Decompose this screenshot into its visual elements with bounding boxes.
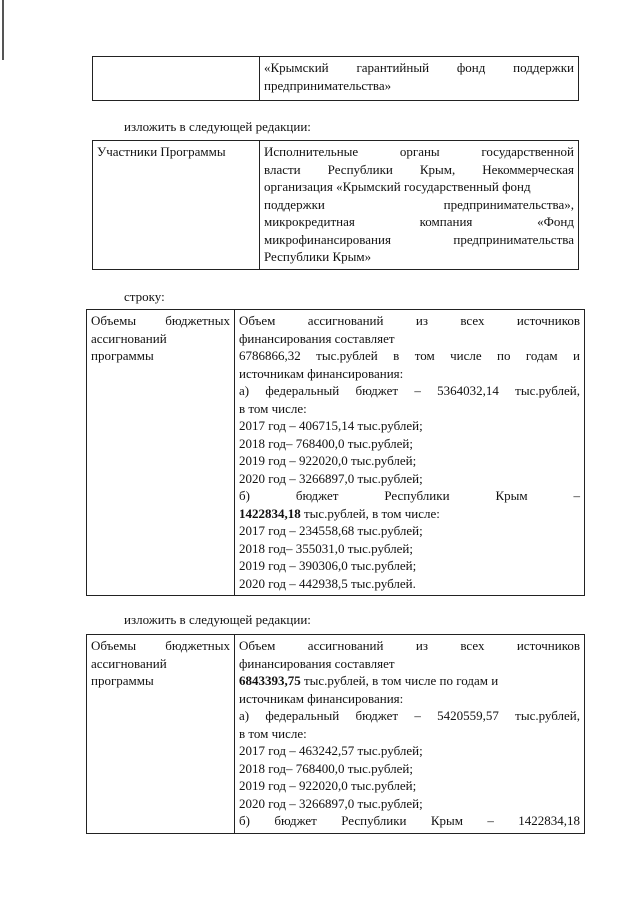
regional-budget-total: 1422834,18 <box>239 505 301 521</box>
cell-line: в том числе: <box>239 400 307 416</box>
cell-line: 2020 год – 3266897,0 тыс.рублей; <box>239 470 423 486</box>
cell-line: 2017 год – 406715,14 тыс.рублей; <box>239 418 423 433</box>
cell-line: 2018 год– 768400,0 тыс.рублей; <box>239 760 413 776</box>
table-row <box>87 310 585 596</box>
table-row <box>87 635 585 834</box>
cell-line: власти Республики Крым, Некоммерческая <box>264 161 574 177</box>
cell-line: микрофинансирования предпринимательства <box>264 231 574 247</box>
table-cell-right <box>260 141 579 270</box>
table-cell-right <box>260 57 579 101</box>
scan-margin-mark <box>2 0 4 60</box>
cell-line: б) бюджет Республики Крым – 1422834,18 <box>239 813 580 828</box>
cell-line: 2017 год – 463242,57 тыс.рублей; <box>239 743 423 758</box>
table-budget-new <box>86 634 585 834</box>
table-cell-left <box>93 57 260 101</box>
cell-line: 2018 год– 768400,0 тыс.рублей; <box>239 435 413 451</box>
cell-line: финансирования составляет <box>239 655 395 671</box>
table-program-participants <box>92 140 579 270</box>
cell-line: микрокредитная компания «Фонд <box>264 214 574 229</box>
cell-line <box>239 505 580 523</box>
cell-line: ассигнований <box>91 330 167 346</box>
cell-line-tail: тыс.рублей, в том числе: <box>300 505 440 521</box>
cell-line: Республики Крым» <box>264 249 372 264</box>
cell-line: в том числе: <box>239 725 307 741</box>
cell-line: Исполнительные органы государственной <box>264 144 574 159</box>
table-cell-right <box>235 635 585 834</box>
cell-line: финансирования составляет <box>239 330 395 346</box>
cell-line: 2020 год – 3266897,0 тыс.рублей; <box>239 795 423 811</box>
cell-line: «Крымский гарантийный фонд поддержки <box>264 60 574 75</box>
cell-line: Объем ассигнований из всех источников <box>239 313 580 328</box>
section-heading: строку: <box>124 289 165 304</box>
table-budget-old <box>86 309 585 596</box>
cell-line: 2018 год– 355031,0 тыс.рублей; <box>239 540 413 556</box>
cell-line: источникам финансирования: <box>239 365 404 381</box>
cell-line: предпринимательства» <box>264 77 392 93</box>
section-heading: изложить в следующей редакции: <box>124 612 311 627</box>
participants-label: Участники Программы <box>97 144 226 159</box>
table-cell-left <box>93 141 260 270</box>
cell-line: организация «Крымский государственный фонд <box>264 179 531 194</box>
total-allocation: 6843393,75 <box>239 673 301 688</box>
table-row <box>93 141 579 270</box>
cell-line: 6786866,32 тыс.рублей в том числе по годам и <box>239 348 580 363</box>
cell-line: а) федеральный бюджет – 5420559,57 тыс.рублей, <box>239 708 580 723</box>
cell-line: 2019 год – 390306,0 тыс.рублей; <box>239 558 417 573</box>
table-cell-right <box>235 310 585 596</box>
table-cell-left <box>87 635 235 834</box>
cell-line: 2019 год – 922020,0 тыс.рублей; <box>239 453 417 468</box>
cell-line: Объемы бюджетных <box>91 313 230 328</box>
table-row <box>93 57 579 101</box>
cell-line: программы <box>91 673 154 688</box>
cell-line-tail: тыс.рублей, в том числе по годам и <box>300 673 499 688</box>
cell-line: 2020 год – 442938,5 тыс.рублей. <box>239 575 416 591</box>
cell-line: Объем ассигнований из всех источников <box>239 638 580 653</box>
cell-line: Объемы бюджетных <box>91 638 230 653</box>
section-heading: изложить в следующей редакции: <box>124 119 311 134</box>
cell-line: б) бюджет Республики Крым – <box>239 488 580 503</box>
cell-line: 2019 год – 922020,0 тыс.рублей; <box>239 778 417 793</box>
cell-line: а) федеральный бюджет – 5364032,14 тыс.рублей, <box>239 383 580 398</box>
cell-line: 2017 год – 234558,68 тыс.рублей; <box>239 523 423 538</box>
table-guarantee-fund <box>92 56 579 101</box>
cell-line: ассигнований <box>91 655 167 671</box>
cell-line: поддержки предпринимательства», <box>264 196 574 212</box>
cell-line: программы <box>91 348 154 363</box>
cell-line: источникам финансирования: <box>239 690 404 706</box>
table-cell-left <box>87 310 235 596</box>
cell-line <box>239 672 580 690</box>
